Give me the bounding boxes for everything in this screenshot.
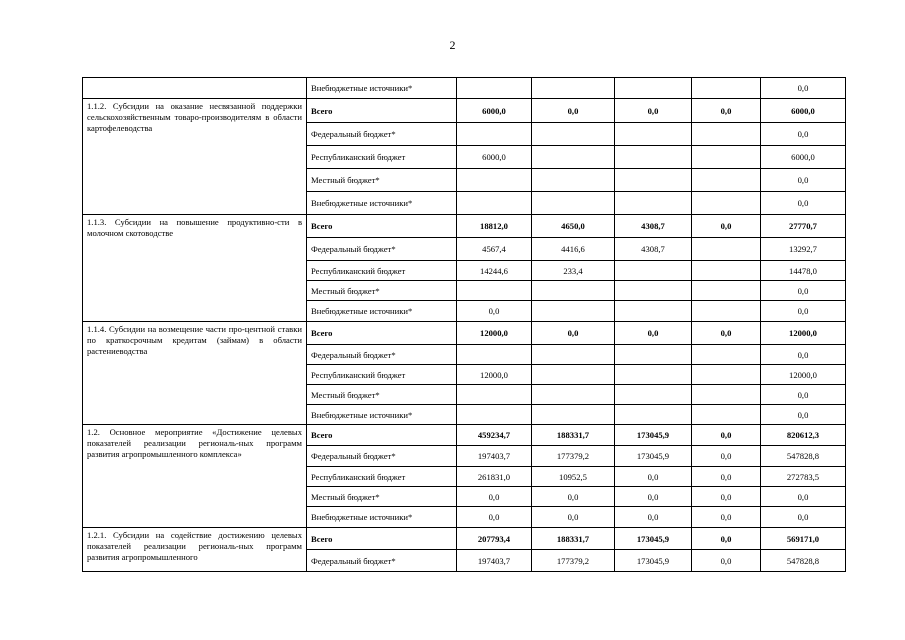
total-value-cell: 820612,3 (761, 425, 846, 446)
amount-cell: 197403,7 (457, 446, 532, 467)
amount-cell (532, 281, 615, 301)
amount-cell: 4308,7 (615, 238, 692, 261)
funding-source-cell: Федеральный бюджет* (307, 238, 457, 261)
amount-cell: 0,0 (692, 446, 761, 467)
total-value-cell: 0,0 (761, 169, 846, 192)
amount-cell: 12000,0 (457, 365, 532, 385)
table-row (83, 99, 846, 123)
amount-cell (457, 123, 532, 146)
amount-cell (615, 385, 692, 405)
amount-cell (457, 345, 532, 365)
amount-cell: 0,0 (692, 467, 761, 487)
amount-cell (615, 281, 692, 301)
amount-cell (615, 345, 692, 365)
funding-table (82, 77, 846, 572)
amount-cell: 197403,7 (457, 550, 532, 572)
amount-cell (615, 146, 692, 169)
total-value-cell: 547828,8 (761, 446, 846, 467)
funding-source-cell: Внебюджетные источники* (307, 301, 457, 322)
amount-cell (692, 169, 761, 192)
total-value-cell: 0,0 (761, 345, 846, 365)
funding-source-cell: Местный бюджет* (307, 281, 457, 301)
funding-source-cell: Внебюджетные источники* (307, 405, 457, 425)
total-value-cell: 0,0 (761, 487, 846, 507)
amount-cell (532, 146, 615, 169)
amount-cell (692, 261, 761, 281)
amount-cell: 4567,4 (457, 238, 532, 261)
amount-cell (457, 78, 532, 99)
total-value-cell: 0,0 (761, 78, 846, 99)
amount-cell: 18812,0 (457, 215, 532, 238)
amount-cell: 0,0 (615, 322, 692, 345)
amount-cell (532, 365, 615, 385)
amount-cell: 207793,4 (457, 528, 532, 550)
amount-cell (692, 123, 761, 146)
total-value-cell: 6000,0 (761, 99, 846, 123)
total-value-cell: 569171,0 (761, 528, 846, 550)
amount-cell (615, 78, 692, 99)
funding-source-cell: Всего (307, 215, 457, 238)
amount-cell: 4416,6 (532, 238, 615, 261)
amount-cell: 4308,7 (615, 215, 692, 238)
amount-cell: 0,0 (457, 487, 532, 507)
amount-cell: 6000,0 (457, 146, 532, 169)
total-value-cell: 0,0 (761, 192, 846, 215)
amount-cell (692, 192, 761, 215)
amount-cell (532, 78, 615, 99)
amount-cell: 188331,7 (532, 425, 615, 446)
table-row (83, 528, 846, 550)
amount-cell (615, 261, 692, 281)
amount-cell: 0,0 (532, 487, 615, 507)
amount-cell (457, 281, 532, 301)
amount-cell: 0,0 (692, 99, 761, 123)
total-value-cell: 0,0 (761, 385, 846, 405)
amount-cell: 173045,9 (615, 528, 692, 550)
amount-cell (615, 192, 692, 215)
amount-cell (532, 405, 615, 425)
total-value-cell: 6000,0 (761, 146, 846, 169)
amount-cell: 177379,2 (532, 550, 615, 572)
total-value-cell: 27770,7 (761, 215, 846, 238)
measure-name-cell: 1.1.2. Субсидии на оказание несвязанной поддержки сельскохозяйственным товаро-производителям в области картофелеводства (83, 99, 307, 215)
funding-source-cell: Республиканский бюджет (307, 146, 457, 169)
measure-name-cell (83, 78, 307, 99)
amount-cell (457, 169, 532, 192)
measure-name-cell: 1.2. Основное мероприятие «Достижение целевых показателей реализации региональ-ных программ развития агропромышленного комплекса» (83, 425, 307, 528)
funding-source-cell: Всего (307, 425, 457, 446)
amount-cell: 233,4 (532, 261, 615, 281)
funding-source-cell: Всего (307, 322, 457, 345)
amount-cell: 12000,0 (457, 322, 532, 345)
funding-source-cell: Федеральный бюджет* (307, 123, 457, 146)
amount-cell: 0,0 (692, 550, 761, 572)
amount-cell: 0,0 (532, 322, 615, 345)
amount-cell: 4650,0 (532, 215, 615, 238)
amount-cell: 0,0 (615, 467, 692, 487)
amount-cell: 10952,5 (532, 467, 615, 487)
total-value-cell: 0,0 (761, 507, 846, 528)
amount-cell: 0,0 (692, 528, 761, 550)
amount-cell: 173045,9 (615, 550, 692, 572)
total-value-cell: 0,0 (761, 405, 846, 425)
total-value-cell: 272783,5 (761, 467, 846, 487)
amount-cell (532, 169, 615, 192)
amount-cell: 459234,7 (457, 425, 532, 446)
amount-cell (457, 192, 532, 215)
total-value-cell: 0,0 (761, 123, 846, 146)
total-value-cell: 0,0 (761, 301, 846, 322)
amount-cell: 177379,2 (532, 446, 615, 467)
amount-cell: 0,0 (692, 215, 761, 238)
funding-source-cell: Внебюджетные источники* (307, 192, 457, 215)
amount-cell (615, 365, 692, 385)
funding-source-cell: Республиканский бюджет (307, 365, 457, 385)
amount-cell: 188331,7 (532, 528, 615, 550)
amount-cell: 261831,0 (457, 467, 532, 487)
funding-source-cell: Внебюджетные источники* (307, 507, 457, 528)
funding-source-cell: Местный бюджет* (307, 169, 457, 192)
amount-cell (532, 123, 615, 146)
amount-cell (692, 238, 761, 261)
amount-cell: 0,0 (615, 99, 692, 123)
total-value-cell: 12000,0 (761, 365, 846, 385)
table-row (83, 322, 846, 345)
amount-cell (692, 78, 761, 99)
funding-source-cell: Федеральный бюджет* (307, 345, 457, 365)
measure-name-cell: 1.1.3. Субсидии на повышение продуктивно-сти в молочном скотоводстве (83, 215, 307, 322)
amount-cell (457, 405, 532, 425)
amount-cell: 0,0 (692, 507, 761, 528)
total-value-cell: 0,0 (761, 281, 846, 301)
funding-source-cell: Федеральный бюджет* (307, 446, 457, 467)
amount-cell (692, 385, 761, 405)
amount-cell: 0,0 (692, 425, 761, 446)
amount-cell (532, 192, 615, 215)
table-row (83, 425, 846, 446)
amount-cell: 173045,9 (615, 446, 692, 467)
total-value-cell: 12000,0 (761, 322, 846, 345)
amount-cell (457, 385, 532, 405)
amount-cell (692, 405, 761, 425)
amount-cell: 0,0 (615, 487, 692, 507)
amount-cell: 0,0 (615, 507, 692, 528)
amount-cell (692, 365, 761, 385)
amount-cell (615, 301, 692, 322)
funding-source-cell: Всего (307, 99, 457, 123)
amount-cell (692, 281, 761, 301)
amount-cell: 6000,0 (457, 99, 532, 123)
amount-cell (615, 123, 692, 146)
amount-cell (692, 146, 761, 169)
page-number: 2 (449, 38, 456, 52)
funding-source-cell: Внебюджетные источники* (307, 78, 457, 99)
table-row (83, 215, 846, 238)
amount-cell: 0,0 (692, 322, 761, 345)
table-row (83, 78, 846, 99)
amount-cell: 14244,6 (457, 261, 532, 281)
amount-cell: 0,0 (532, 507, 615, 528)
amount-cell (615, 405, 692, 425)
amount-cell (615, 169, 692, 192)
funding-source-cell: Всего (307, 528, 457, 550)
amount-cell: 0,0 (692, 487, 761, 507)
amount-cell (692, 345, 761, 365)
funding-table-body (83, 78, 846, 572)
funding-source-cell: Федеральный бюджет* (307, 550, 457, 572)
amount-cell (532, 301, 615, 322)
funding-source-cell: Республиканский бюджет (307, 467, 457, 487)
amount-cell (692, 301, 761, 322)
amount-cell: 173045,9 (615, 425, 692, 446)
funding-source-cell: Местный бюджет* (307, 385, 457, 405)
amount-cell: 0,0 (457, 301, 532, 322)
funding-source-cell: Республиканский бюджет (307, 261, 457, 281)
total-value-cell: 13292,7 (761, 238, 846, 261)
amount-cell (532, 385, 615, 405)
measure-name-cell: 1.2.1. Субсидии на содействие достижению целевых показателей реализации региональ-ных программ развития агропромышленного (83, 528, 307, 572)
total-value-cell: 547828,8 (761, 550, 846, 572)
amount-cell: 0,0 (532, 99, 615, 123)
total-value-cell: 14478,0 (761, 261, 846, 281)
funding-source-cell: Местный бюджет* (307, 487, 457, 507)
amount-cell: 0,0 (457, 507, 532, 528)
measure-name-cell: 1.1.4. Субсидии на возмещение части про-центной ставки по краткосрочным кредитам (займам) в области растениеводства (83, 322, 307, 425)
amount-cell (532, 345, 615, 365)
